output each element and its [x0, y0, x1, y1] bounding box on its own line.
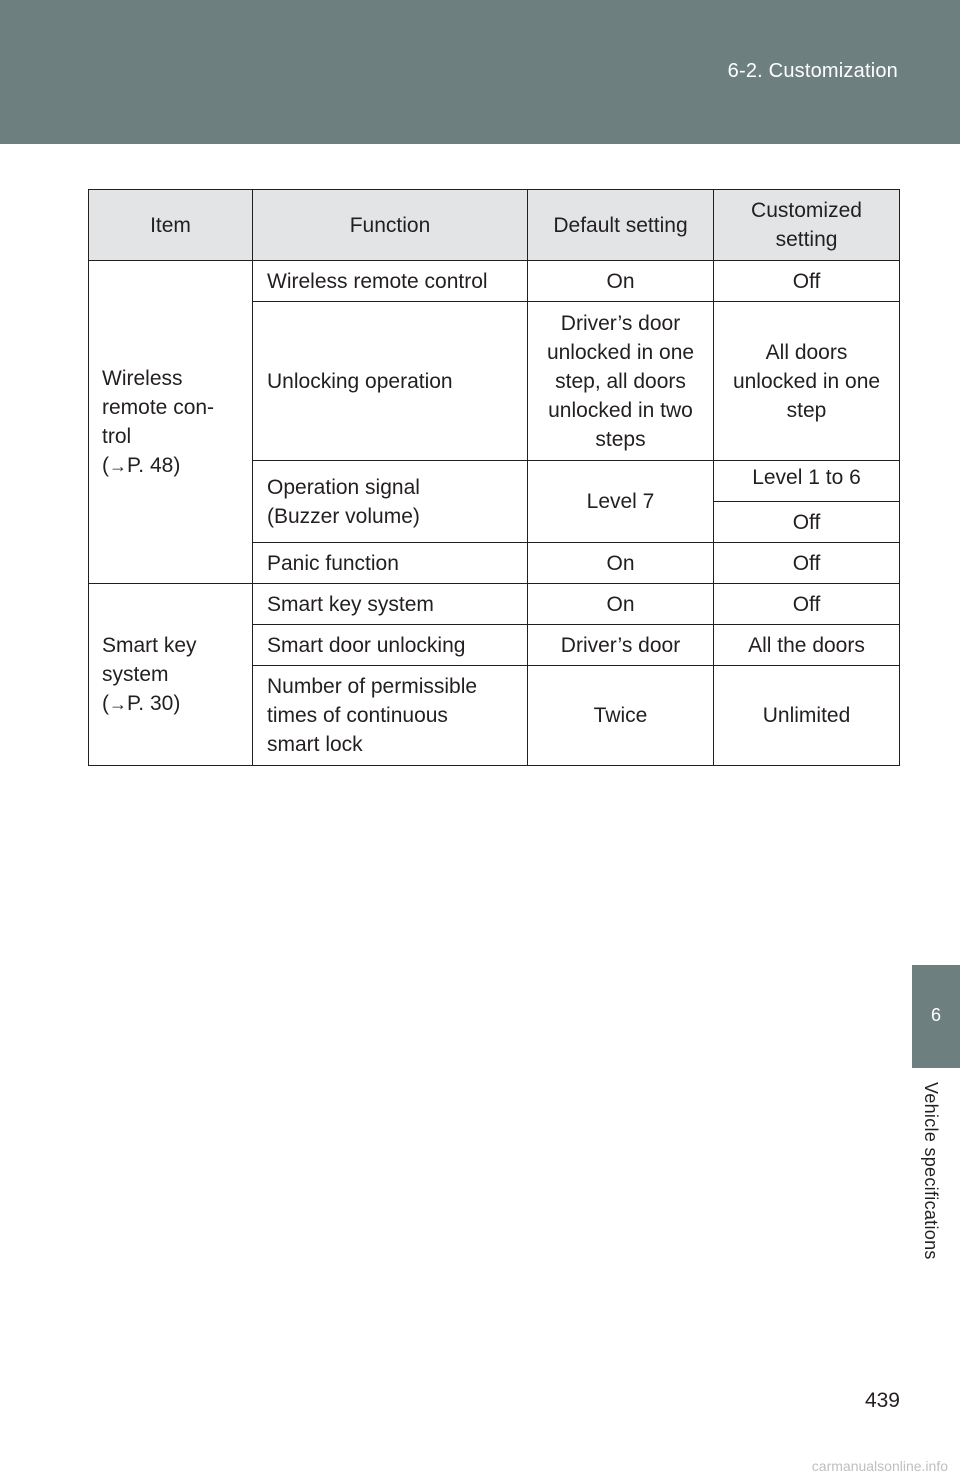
- default-cell: On: [528, 261, 714, 302]
- function-cell: Number of permissible times of continuous smart lock: [253, 666, 528, 766]
- function-cell: Smart key system: [253, 584, 528, 625]
- default-cell: Driver’s door: [528, 625, 714, 666]
- table-row: [89, 584, 900, 625]
- function-cell: Wireless remote control: [253, 261, 528, 302]
- customized-cell: Off: [714, 261, 900, 302]
- function-cell: Smart door unlocking: [253, 625, 528, 666]
- column-header-function: Function: [253, 190, 528, 261]
- chapter-number: 6: [930, 1005, 941, 1025]
- page-reference: (→P. 48): [102, 453, 181, 477]
- column-header-default-setting: Default setting: [528, 190, 714, 261]
- function-cell: Operation signal (Buzzer volume): [253, 461, 528, 543]
- item-cell-wireless-remote: [89, 261, 253, 584]
- customized-cell: All doors unlocked in one step: [714, 302, 900, 461]
- column-header-item: Item: [89, 190, 253, 261]
- customized-cell: Off: [714, 502, 900, 543]
- table-row: [89, 261, 900, 302]
- customized-cell: Level 1 to 6: [714, 461, 900, 502]
- default-cell: Driver’s door unlocked in one step, all doors unlocked in two steps: [528, 302, 714, 461]
- section-title: 6-2. Customization: [727, 60, 898, 82]
- watermark: carmanualsonline.info: [811, 1458, 948, 1474]
- default-cell: Twice: [528, 666, 714, 766]
- arrow-right-icon: →: [109, 455, 127, 476]
- customization-table: [88, 189, 900, 766]
- customized-cell: Off: [714, 584, 900, 625]
- page-number: 439: [864, 1389, 900, 1412]
- item-name: Wireless remote con- trol: [102, 366, 215, 448]
- function-cell: Unlocking operation: [253, 302, 528, 461]
- customized-cell: Off: [714, 543, 900, 584]
- table-header-row: [89, 190, 900, 261]
- default-cell: On: [528, 584, 714, 625]
- function-cell: Panic function: [253, 543, 528, 584]
- page-header: [0, 0, 960, 144]
- item-name: Smart key system: [102, 633, 197, 686]
- default-cell: On: [528, 543, 714, 584]
- chapter-tab: [912, 965, 960, 1068]
- customized-cell: All the doors: [714, 625, 900, 666]
- page-reference: (→P. 30): [102, 691, 181, 715]
- default-cell: Level 7: [528, 461, 714, 543]
- chapter-label: Vehicle specifications: [921, 1082, 941, 1260]
- arrow-right-icon: →: [109, 693, 127, 714]
- item-cell-smart-key-system: [89, 584, 253, 766]
- customized-cell: Unlimited: [714, 666, 900, 766]
- column-header-customized-setting: Customized setting: [714, 190, 900, 261]
